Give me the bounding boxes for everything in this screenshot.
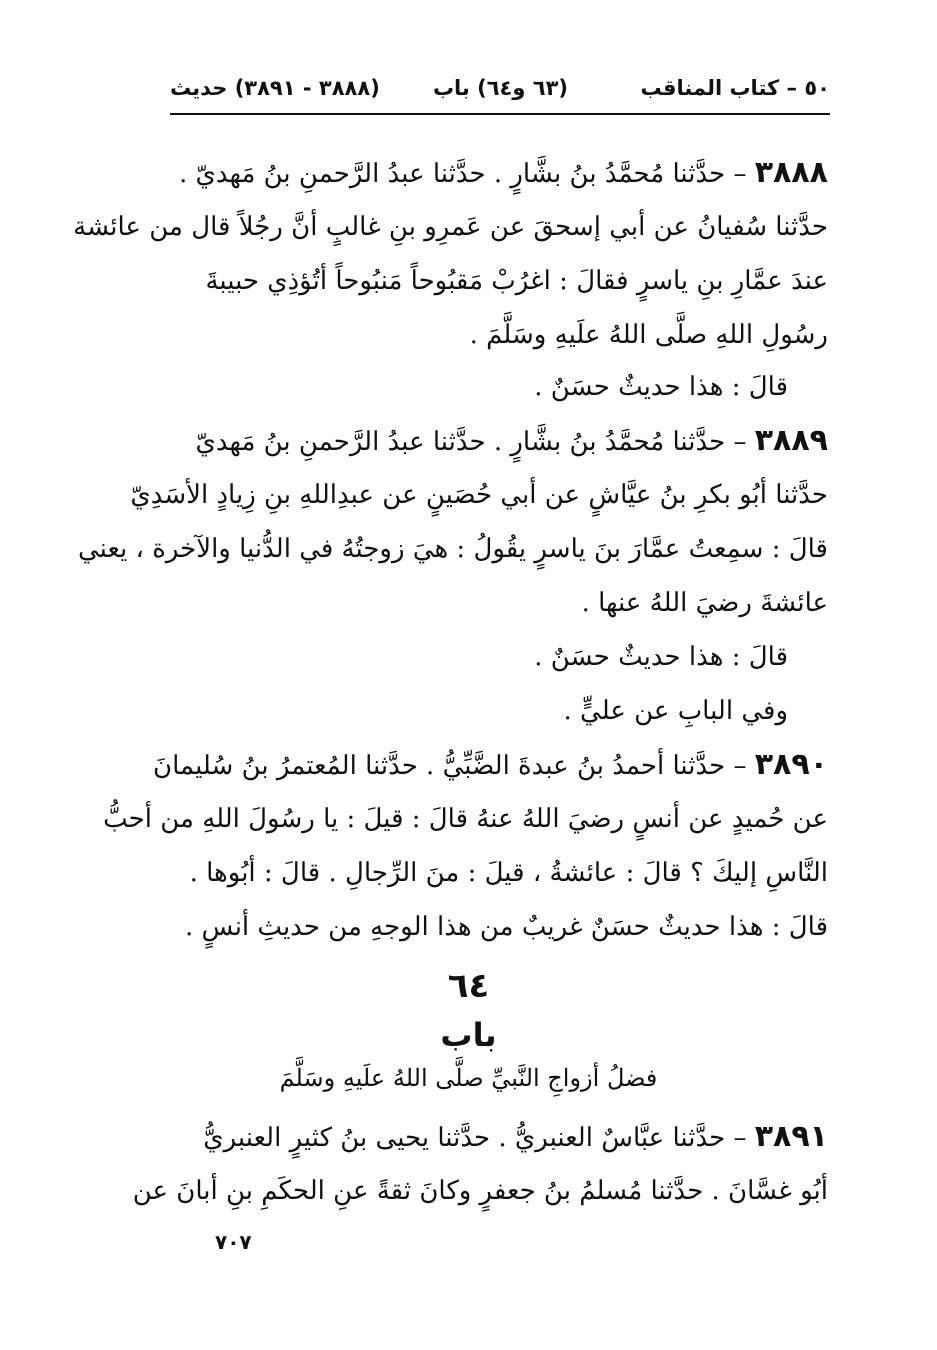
hadith-text: – حدَّثنا أحمدُ بنُ عبدةَ الضَّبِّيُّ . حدَّثنا المُعتمرُ بنُ سُليمانَ: [153, 751, 747, 781]
hadith-3891-line-2: أبُو غسَّانَ . حدَّثنا مُسلمُ بنُ جعفرٍ وكانَ ثقةً عنِ الحكَمِ بنِ أبانَ عن: [132, 1176, 828, 1206]
hadith-3891-line-1: [172, 1110, 828, 1164]
chapter-heading: باب: [440, 1016, 497, 1054]
header-chapter-range: (٦٣ و٦٤) باب: [432, 76, 568, 100]
header-rule: [170, 113, 830, 115]
hadith-number: ٣٨٩١: [754, 1119, 828, 1154]
hadith-text: – حدَّثنا مُحمَّدُ بنُ بشَّارٍ . حدَّثنا عبدُ الرَّحمنِ بنُ مَهديّ .: [178, 159, 747, 189]
hadith-3890: [103, 738, 828, 954]
hadith-3888-line-3: عندَ عمَّارِ بنِ ياسرٍ فقالَ : اغرُبْ مَقبُوحاً مَنبُوحاً أتُؤذِي حبيبةَ: [205, 266, 828, 296]
hadith-3890-line-1: [153, 738, 828, 792]
chapter-number: ٦٤: [447, 966, 490, 1006]
hadith-number: ٣٨٨٨: [754, 155, 828, 190]
hadith-3890-line-2: عن حُميدٍ عن أنسٍ رضيَ اللهُ عنهُ قالَ : قيلَ : يا رسُولَ اللهِ من أحبُّ: [103, 804, 828, 834]
page-number: ٧٠٧: [215, 1230, 252, 1254]
hadith-text: – حدَّثنا عبَّاسٌ العنبريُّ . حدَّثنا يحيى بنُ كثيرٍ العنبريُّ: [203, 1123, 747, 1153]
header-book-title: ٥٠ – كتاب المناقب: [640, 76, 830, 100]
hadith-3888: [73, 146, 828, 412]
hadith-3890-grade: قالَ : هذا حديثٌ حسَنٌ غريبٌ من هذا الوجهِ من حديثِ أنسٍ .: [185, 912, 828, 942]
hadith-3888-line-2: حدَّثنا سُفيانُ عن أبي إسحقَ عن عَمرِو بنِ غالبٍ أنَّ رجُلاً قال من عائشة: [73, 212, 828, 242]
hadith-3891: [132, 1110, 828, 1218]
hadith-3889-line-4: عائشةَ رضيَ اللهُ عنها .: [581, 588, 828, 618]
chapter-title: فضلُ أزواجِ النَّبيِّ صلَّى اللهُ علَيهِ وسَلَّمَ: [279, 1064, 658, 1092]
hadith-3889-line-3: قالَ : سمِعتُ عمَّارَ بنَ ياسرٍ يقُولُ : هيَ زوجتُهُ في الدُّنيا والآخرة ، يعني: [78, 534, 828, 564]
hadith-3890-line-3: النَّاسِ إليكَ ؟ قالَ : عائشةُ ، قيلَ : منَ الرِّجالِ . قالَ : أبُوها .: [189, 858, 828, 888]
hadith-3888-line-1: [172, 146, 828, 200]
hadith-3889-line-1: [172, 414, 828, 468]
hadith-number: ٣٨٨٩: [754, 423, 828, 458]
hadith-3889-chapter-ref: وفي البابِ عن عليٍّ .: [563, 696, 788, 726]
hadith-3889-grade: قالَ : هذا حديثٌ حسَنٌ .: [534, 642, 788, 672]
hadith-number: ٣٨٩٠: [754, 747, 828, 782]
hadith-3889: [78, 414, 828, 738]
hadith-3888-grade: قالَ : هذا حديثٌ حسَنٌ .: [534, 372, 788, 402]
hadith-3888-line-4: رسُولِ اللهِ صلَّى اللهُ علَيهِ وسَلَّمَ .: [469, 320, 828, 350]
hadith-3889-line-2: حدَّثنا أبُو بكرِ بنُ عيَّاشٍ عن أبي حُصَينٍ عن عبدِاللهِ بنِ زِيادٍ الأسَدِيّ: [130, 480, 828, 510]
header-hadith-range: (٣٨٨٨ - ٣٨٩١) حديث: [170, 76, 380, 100]
hadith-text: – حدَّثنا مُحمَّدُ بنُ بشَّارٍ . حدَّثنا عبدُ الرَّحمنِ بنُ مَهديّ: [195, 427, 747, 457]
running-header: [170, 68, 830, 112]
